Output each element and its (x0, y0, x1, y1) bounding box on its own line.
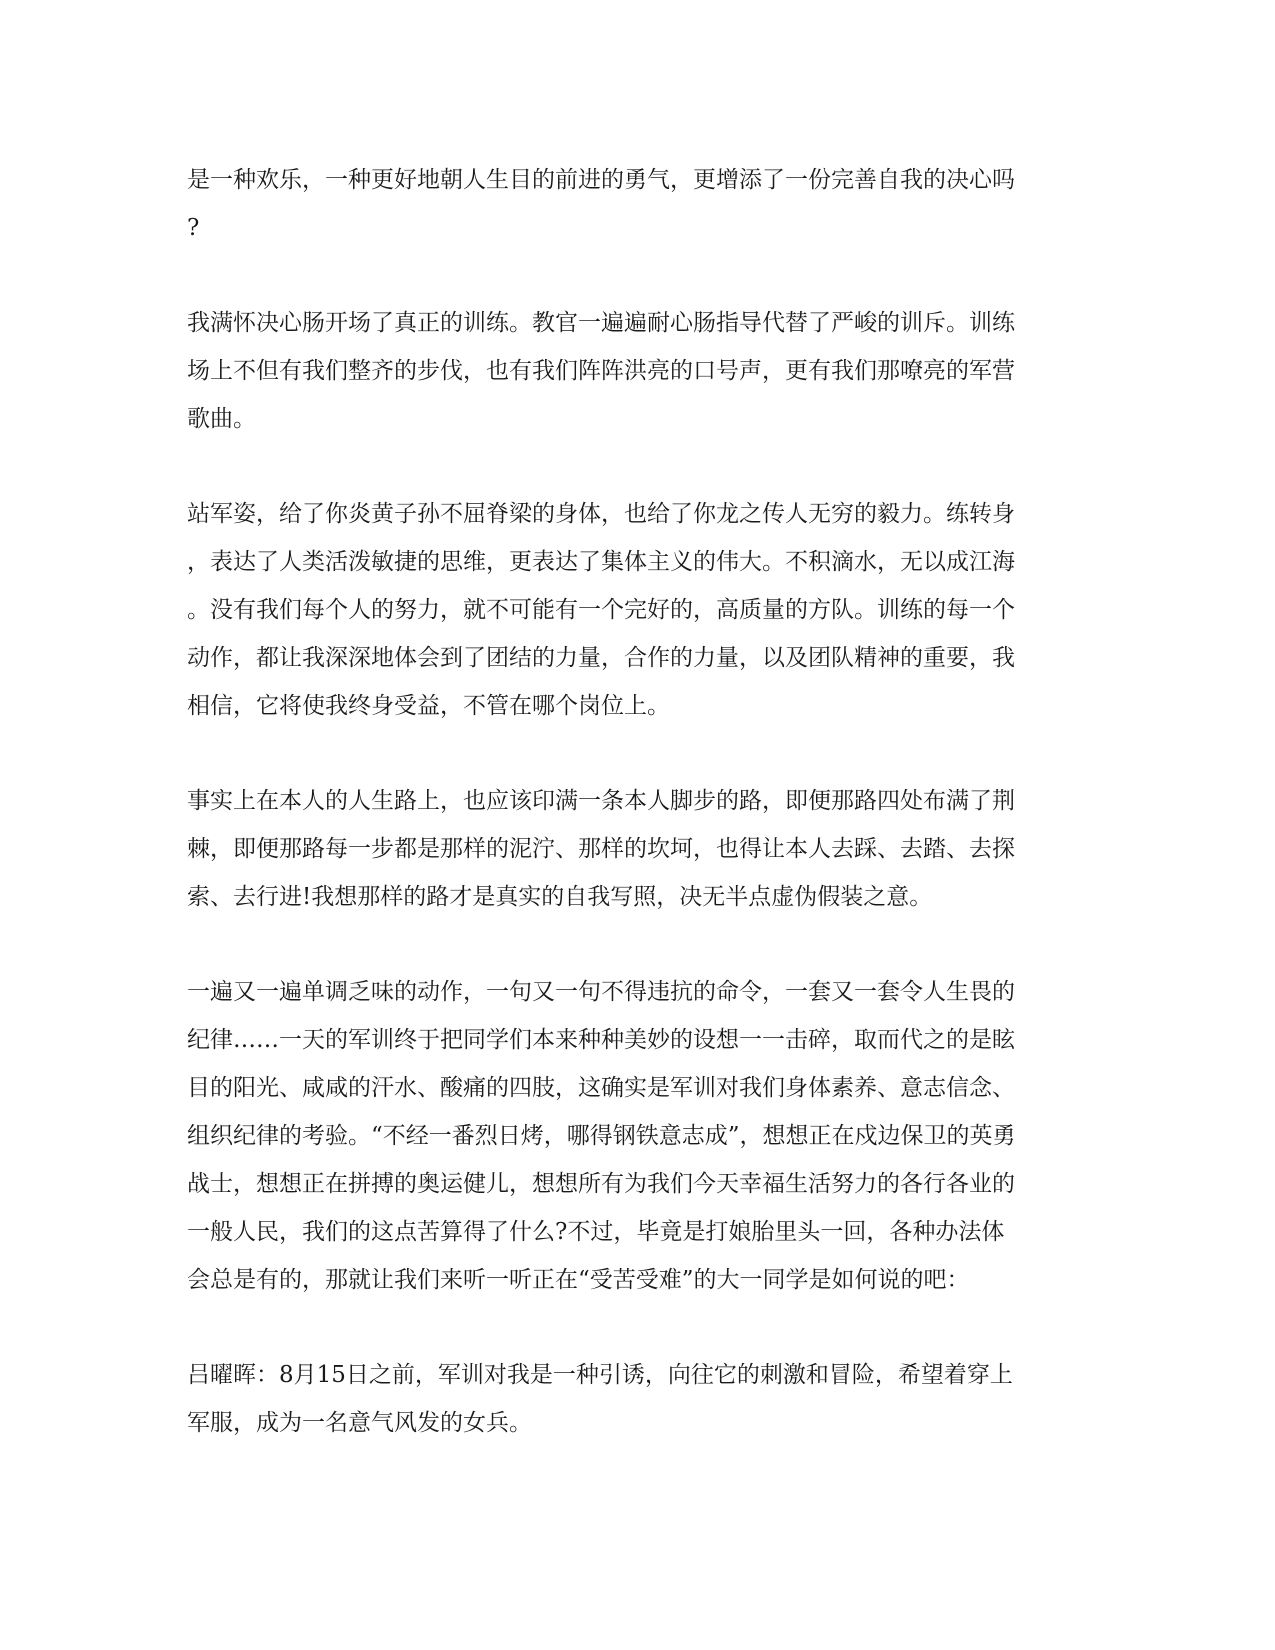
text-line: 动作，都让我深深地体会到了团结的力量，合作的力量，以及团队精神的重要，我 (187, 645, 1015, 671)
text-line: 是一种欢乐，一种更好地朝人生目的前进的勇气，更增添了一份完善自我的决心吗 (187, 167, 1015, 193)
text-line: 我满怀决心肠开场了真正的训练。教官一遍遍耐心肠指导代替了严峻的训斥。训练 (187, 310, 1015, 336)
paragraph (187, 968, 1087, 1304)
document-body (187, 156, 1087, 1494)
text-line: 吕曜晖：8月15日之前，军训对我是一种引诱，向往它的刺激和冒险，希望着穿上 (187, 1362, 1013, 1388)
paragraph (187, 777, 1087, 921)
paragraph (187, 490, 1087, 730)
text-line: 会总是有的，那就让我们来听一听正在“受苦受难”的大一同学是如何说的吧： (187, 1267, 970, 1293)
text-line: 索、去行进!我想那样的路才是真实的自我写照，决无半点虚伪假装之意。 (187, 884, 933, 910)
paragraph (187, 1351, 1087, 1447)
text-line: 战士，想想正在拼搏的奥运健儿，想想所有为我们今天幸福生活努力的各行各业的 (187, 1171, 1015, 1197)
text-line: 。没有我们每个人的努力，就不可能有一个完好的，高质量的方队。训练的每一个 (187, 597, 1015, 623)
text-line: 场上不但有我们整齐的步伐，也有我们阵阵洪亮的口号声，更有我们那嘹亮的军营 (187, 358, 1015, 384)
text-line: 棘，即便那路每一步都是那样的泥泞、那样的坎坷，也得让本人去踩、去踏、去探 (187, 836, 1015, 862)
text-line: ? (187, 215, 200, 241)
text-line: ，表达了人类活泼敏捷的思维，更表达了集体主义的伟大。不积滴水，无以成江海 (187, 549, 1015, 575)
paragraph (187, 156, 1087, 252)
text-line: 一遍又一遍单调乏味的动作，一句又一句不得违抗的命令，一套又一套令人生畏的 (187, 979, 1015, 1005)
text-line: 事实上在本人的人生路上，也应该印满一条本人脚步的路，即便那路四处布满了荆 (187, 788, 1015, 814)
text-line: 纪律……一天的军训终于把同学们本来种种美妙的设想一一击碎，取而代之的是眩 (187, 1027, 1015, 1053)
text-line: 军服，成为一名意气风发的女兵。 (187, 1410, 532, 1436)
text-line: 一般人民，我们的这点苦算得了什么?不过，毕竟是打娘胎里头一回，各种办法体 (187, 1219, 1005, 1245)
text-line: 相信，它将使我终身受益，不管在哪个岗位上。 (187, 693, 670, 719)
text-line: 目的阳光、咸咸的汗水、酸痛的四肢，这确实是军训对我们身体素养、意志信念、 (187, 1075, 1015, 1101)
text-line: 组织纪律的考验。“不经一番烈日烤，哪得钢铁意志成”，想想正在戍边保卫的英勇 (187, 1123, 1016, 1149)
text-line: 站军姿，给了你炎黄子孙不屈脊梁的身体，也给了你龙之传人无穷的毅力。练转身 (187, 501, 1015, 527)
text-line: 歌曲。 (187, 406, 256, 432)
paragraph (187, 299, 1087, 443)
